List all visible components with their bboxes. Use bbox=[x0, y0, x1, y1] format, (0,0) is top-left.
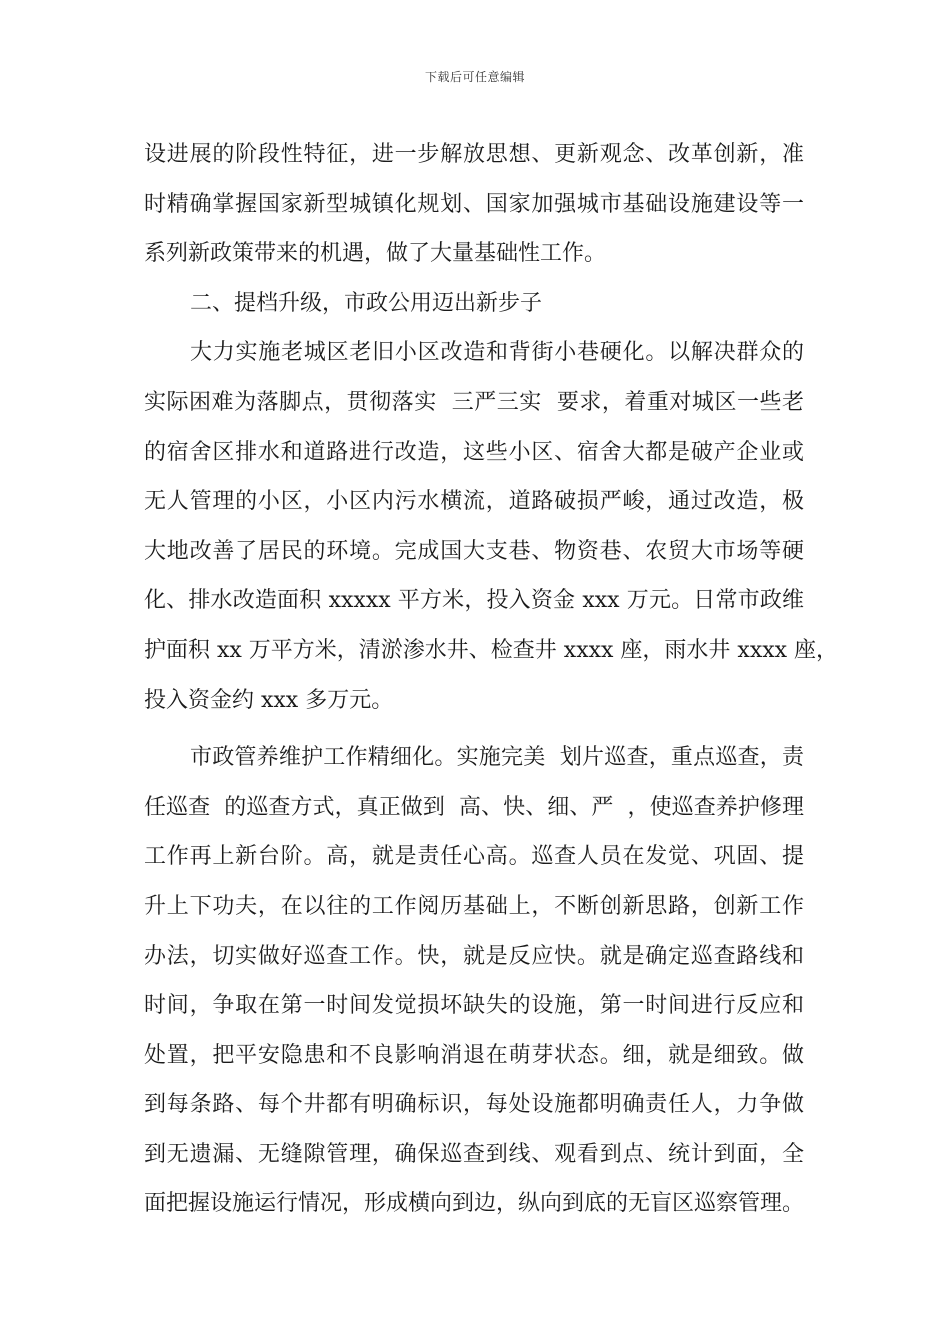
text-line: 任巡查 的巡查方式，真正做到 高、快、细、严 ，使巡查养护修理 bbox=[144, 794, 804, 820]
text-line: 无人管理的小区，小区内污水横流，道路破损严峻，通过改造，极 bbox=[144, 489, 804, 515]
text-line: 化、排水改造面积 xxxxx 平方米，投入资金 xxx 万元。日常市政维 bbox=[144, 588, 804, 614]
text-line: 升上下功夫，在以往的工作阅历基础上，不断创新思路，创新工作 bbox=[144, 893, 804, 919]
text-line: 处置，把平安隐患和不良影响消退在萌芽状态。细，就是细致。做 bbox=[144, 1042, 804, 1068]
text-line: 实际困难为落脚点，贯彻落实 三严三实 要求，着重对城区一些老 bbox=[144, 389, 804, 415]
text-line: 时间，争取在第一时间发觉损坏缺失的设施，第一时间进行反应和 bbox=[144, 993, 804, 1019]
paragraph-renovation bbox=[144, 328, 839, 725]
text-line: 护面积 xx 万平方米，清淤渗水井、检查井 xxxx 座，雨水井 xxxx 座， bbox=[144, 637, 839, 663]
text-line: 市政管养维护工作精细化。实施完美 划片巡查，重点巡查，责 bbox=[190, 745, 804, 771]
text-line: 大地改善了居民的环境。完成国大支巷、物资巷、农贸大市场等硬 bbox=[144, 538, 804, 564]
paragraph-continuation bbox=[144, 130, 804, 279]
paragraph-gap bbox=[144, 725, 804, 733]
text-line: 的宿舍区排水和道路进行改造，这些小区、宿舍大都是破产企业或 bbox=[144, 439, 804, 465]
text-line: 系列新政策带来的机遇，做了大量基础性工作。 bbox=[144, 241, 607, 267]
text-line: 到无遗漏、无缝隙管理，确保巡查到线、观看到点、统计到面，全 bbox=[144, 1141, 804, 1167]
heading-text: 二、提档升级，市政公用迈出新步子 bbox=[190, 290, 543, 316]
text-line: 工作再上新台阶。高，就是责任心高。巡查人员在发觉、巩固、提 bbox=[144, 844, 804, 870]
page-header: 下载后可任意编辑 bbox=[424, 70, 525, 84]
document-body bbox=[144, 130, 839, 1229]
text-line: 面把握设施运行情况，形成横向到边，纵向到底的无盲区巡察管理。 bbox=[144, 1191, 805, 1217]
text-line: 办法，切实做好巡查工作。快，就是反应快。就是确定巡查路线和 bbox=[144, 943, 804, 969]
text-line: 时精确掌握国家新型城镇化规划、国家加强城市基础设施建设等一 bbox=[144, 191, 804, 217]
text-line: 大力实施老城区老旧小区改造和背街小巷硬化。以解决群众的 bbox=[190, 340, 804, 366]
section-heading bbox=[144, 279, 804, 329]
text-line: 到每条路、每个井都有明确标识，每处设施都明确责任人，力争做 bbox=[144, 1092, 804, 1118]
text-line: 设进展的阶段性特征，进一步解放思想、更新观念、改革创新，准 bbox=[144, 142, 804, 167]
text-line: 投入资金约 xxx 多万元。 bbox=[144, 687, 394, 713]
paragraph-maintenance bbox=[144, 733, 804, 1229]
